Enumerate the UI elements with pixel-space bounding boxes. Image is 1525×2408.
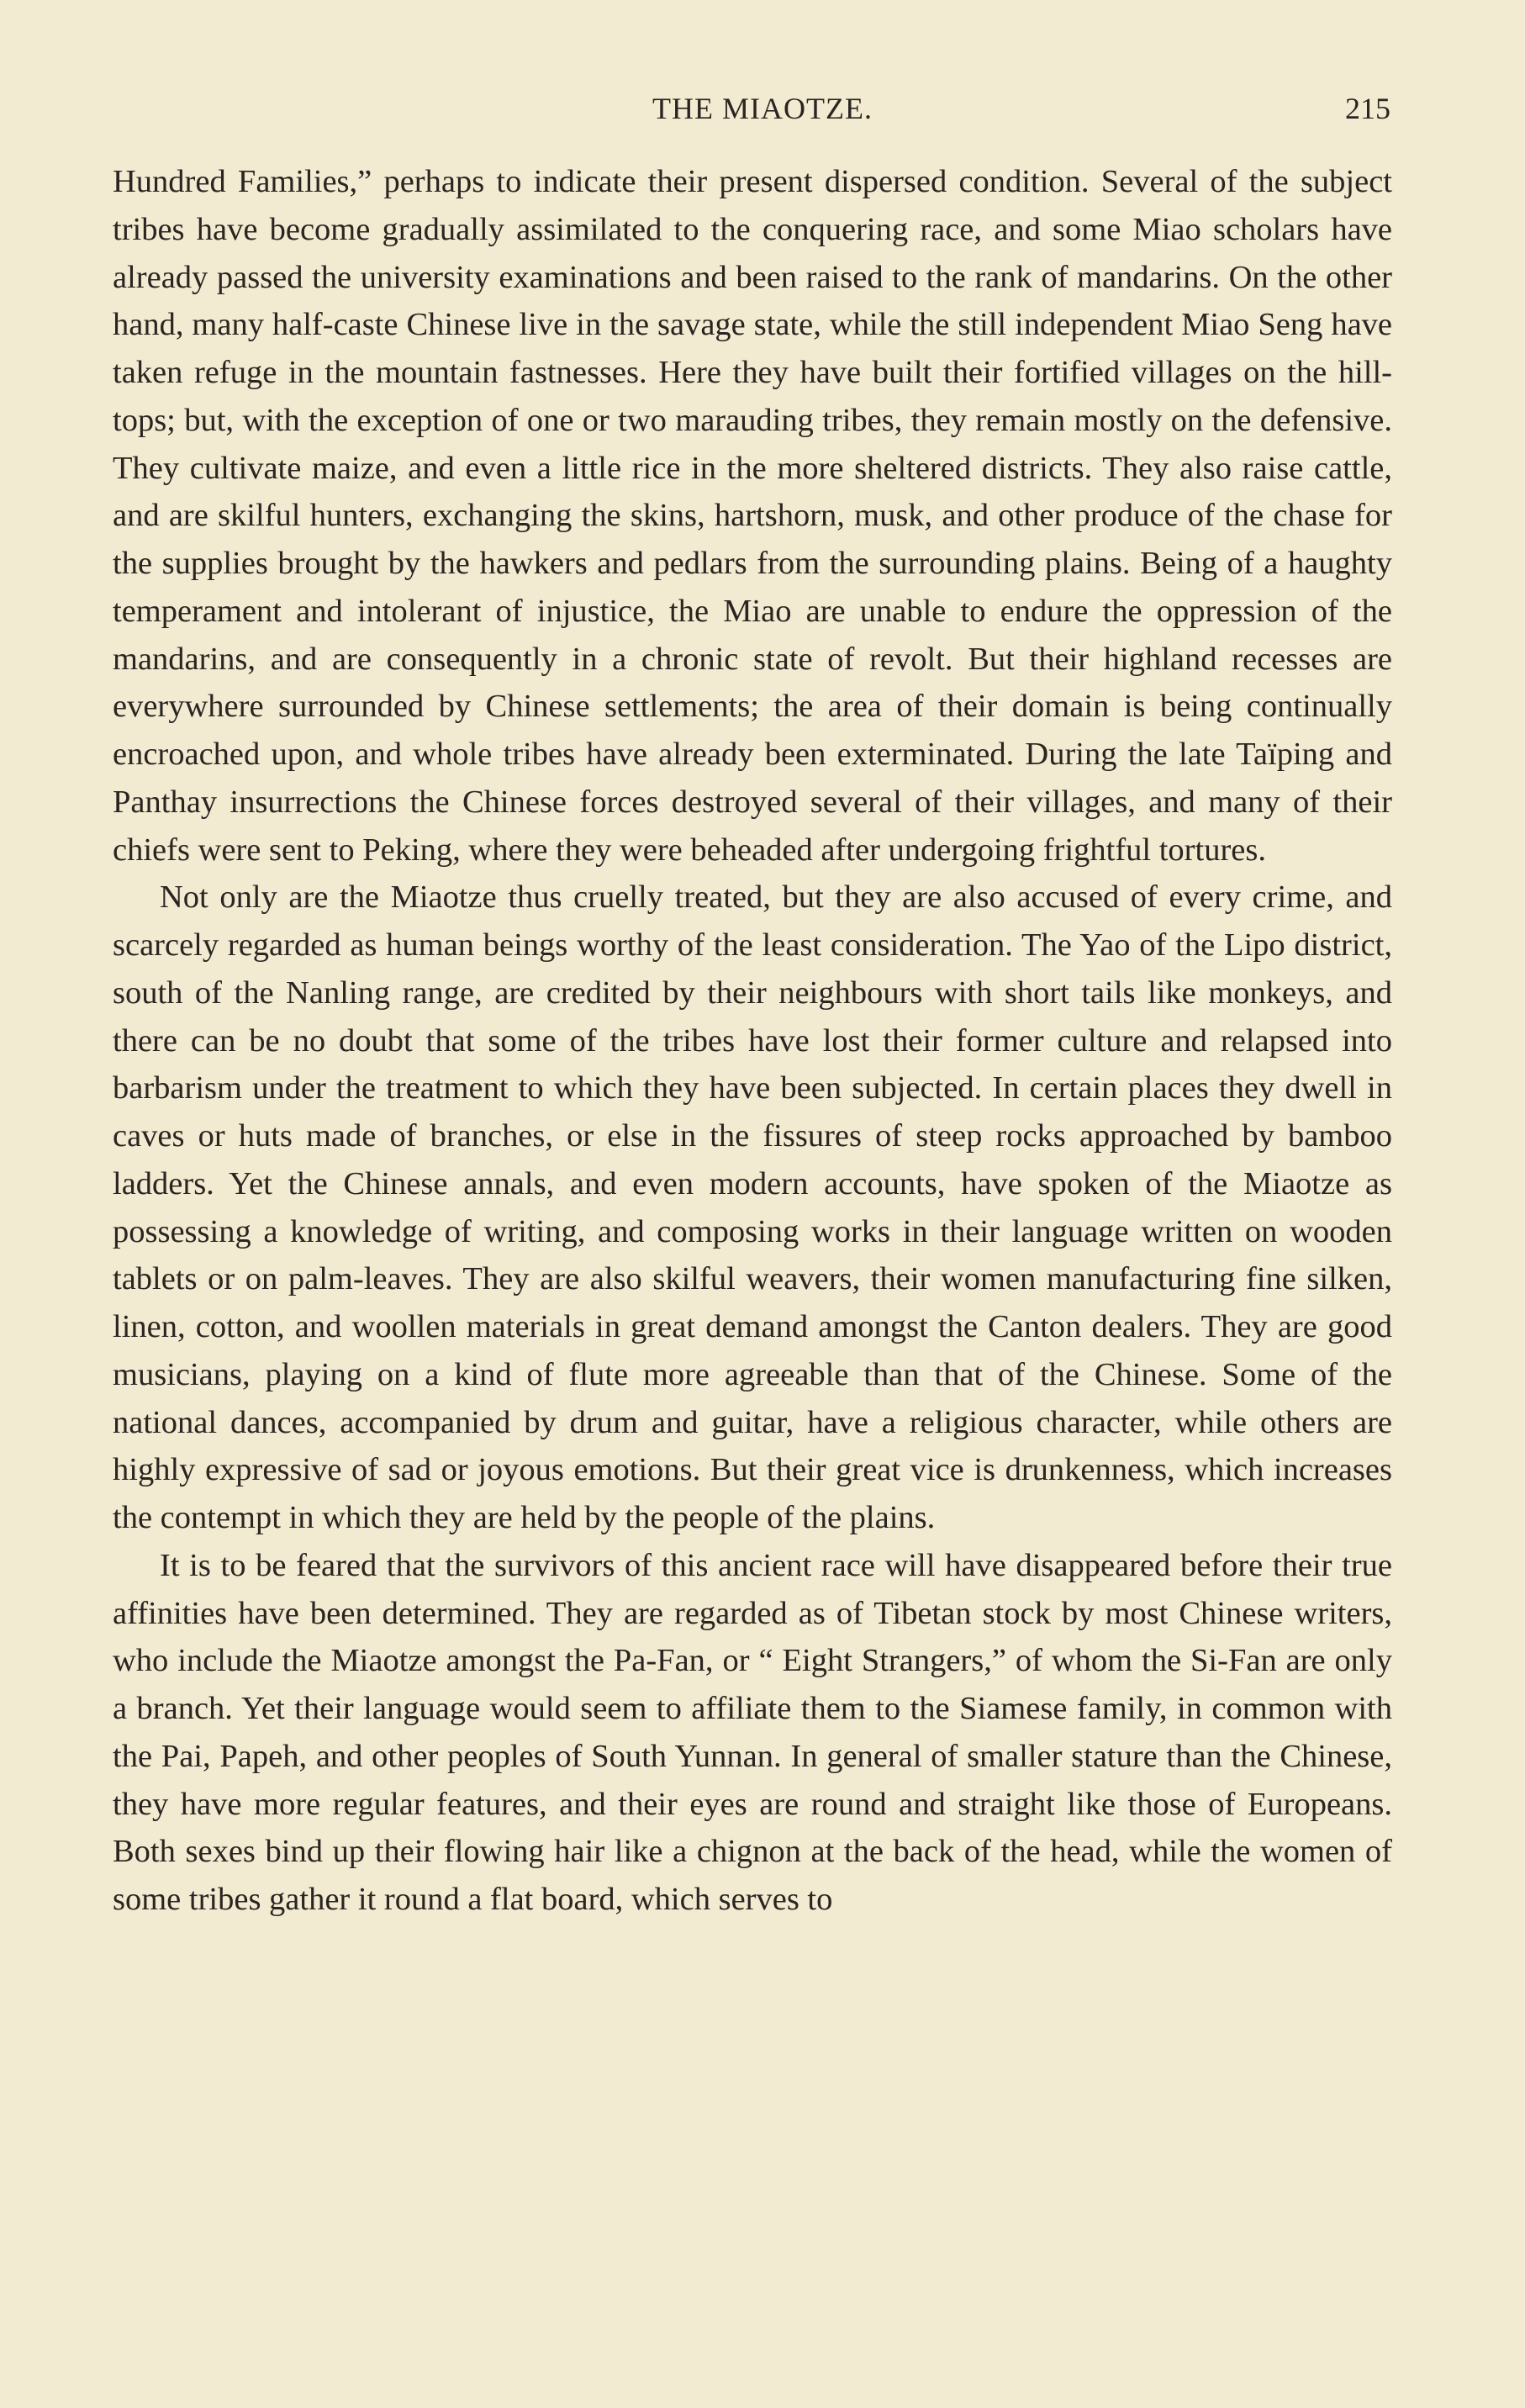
paragraph: Not only are the Miaotze thus cruelly treated, but they are also accused of every crime, and scarcely regarded as human beings worthy of the least consideration. The Yao of the Lipo district, south of the Nanling range, are credited by their neighbours with short tails like monkeys, and there can be no doubt that some of the tribes have lost their former culture and relapsed into barbarism under the treatment to which they have been subjected. In certain places they dwell in caves or huts made of branches, or else in the fissures of steep rocks approached by bamboo ladders. Yet the Chinese annals, and even modern accounts, have spoken of the Miaotze as possessing a knowledge of writing, and composing works in their language written on wooden tablets or on palm-leaves. They are also skilful weavers, their women manufacturing fine silken, linen, cotton, and woollen materials in great demand amongst the Canton dealers. They are good musicians, playing on a kind of flute more agreeable than that of the Chinese. Some of the national dances, accompanied by drum and guitar, have a religious character, while others are highly expressive of sad or joyous emotions. But their great vice is drunkenness, which increases the contempt in which they are held by the people of the plains.: [113, 879, 1392, 1535]
page-number: 215: [1345, 92, 1390, 125]
paragraph: It is to be feared that the survivors of this ancient race will have disappeared before their true affinities have been determined. They are regarded as of Tibetan stock by most Chinese writers, who include the Miaotze amongst the Pa-Fan, or “ Eight Strangers,” of whom the Si-Fan are only a branch. Yet their language would seem to affiliate them to the Siamese family, in common with the Pai, Papeh, and other peoples of South Yunnan. In general of smaller stature than the Chinese, they have more regular features, and their eyes are round and straight like those of Europeans. Both sexes bind up their flowing hair like a chignon at the back of the head, while the women of some tribes gather it round a flat board, which serves to: [113, 1547, 1392, 1917]
body-text: [113, 158, 1392, 1924]
running-title: THE MIAOTZE.: [652, 92, 873, 125]
running-head: [0, 91, 1525, 133]
paragraph-continued: Hundred Families,” perhaps to indicate their present dispersed condition. Several of the subject tribes have become gradually assimilated to the conquering race, and some Miao scholars have already passed the university examinations and been raised to the rank of mandarins. On the other hand, many half-caste Chinese live in the savage state, while the still independent Miao Seng have taken refuge in the mountain fastnesses. Here they have built their fortified villages on the hill-tops; but, with the exception of one or two marauding tribes, they remain mostly on the defensive. They cultivate maize, and even a little rice in the more sheltered districts. They also raise cattle, and are skilful hunters, exchanging the skins, hartshorn, musk, and other produce of the chase for the supplies brought by the hawkers and pedlars from the surrounding plains. Being of a haughty temperament and intolerant of injustice, the Miao are unable to endure the oppression of the mandarins, and are consequently in a chronic state of revolt. But their highland recesses are everywhere surrounded by Chinese settlements; the area of their domain is being continually encroached upon, and whole tribes have already been exterminated. During the late Taïping and Panthay insurrections the Chinese forces destroyed several of their villages, and many of their chiefs were sent to Peking, where they were beheaded after undergoing frightful tortures.: [113, 164, 1392, 868]
